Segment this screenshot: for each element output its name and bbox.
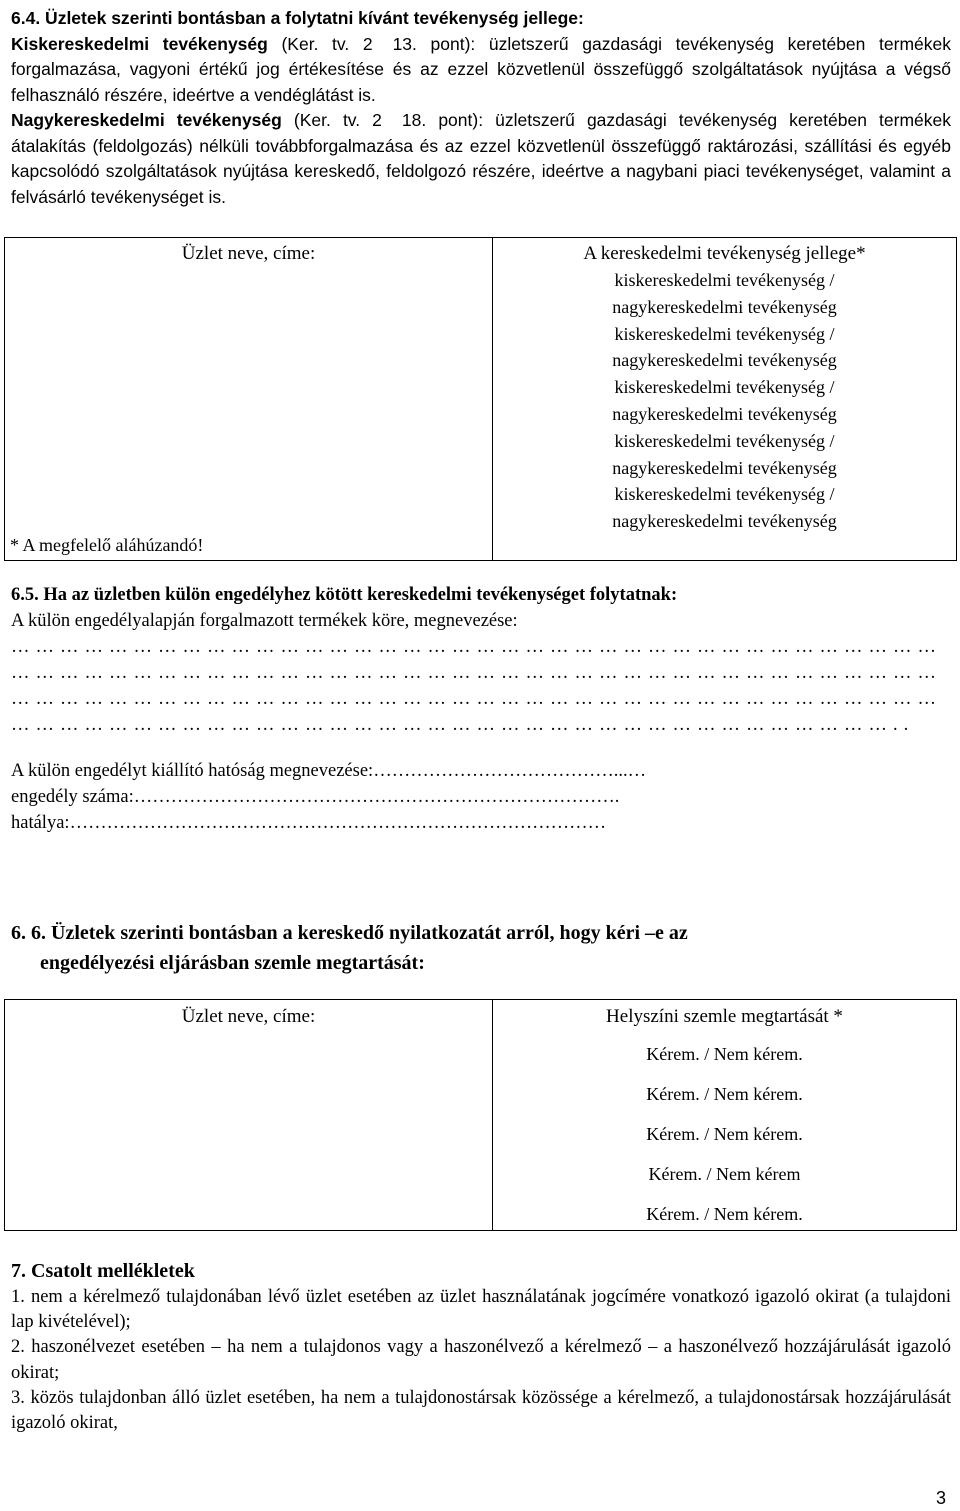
activity-type-header: A kereskedelmi tevékenység jellege* — [583, 243, 866, 264]
inspection-option[interactable]: Kérem. / Nem kérem. — [646, 1204, 803, 1224]
validity-field[interactable]: …………………………………………………………………………… — [69, 813, 607, 833]
validity-label: hatálya: — [11, 813, 70, 833]
attachment-item: 1. nem a kérelmező tulajdonában lévő üzlet esetében az üzlet használatának jogcímére vonatkozó igazoló okirat (a tulajdoni lap kivételével); — [11, 1287, 951, 1333]
wholesale-label: Nagykereskedelmi tevékenység — [11, 110, 282, 130]
inspection-request-column — [493, 1000, 956, 1230]
products-dotted-line[interactable]: ……………………………………………………………………………………………….. — [11, 715, 915, 735]
products-dotted-line[interactable]: …………………………………………………………………………………………………… — [11, 689, 942, 709]
products-label: A külön engedélyalapján forgalmazott termékek köre, megnevezése: — [11, 611, 518, 631]
permit-number-line — [11, 784, 951, 810]
permit-number-field[interactable]: ……………………………………………………………………. — [133, 787, 620, 807]
activity-option-line1[interactable]: kiskereskedelmi tevékenység / — [614, 430, 835, 451]
activity-option-line1[interactable]: kiskereskedelmi tevékenység / — [614, 270, 835, 290]
wholesale-definition — [11, 108, 951, 210]
activity-option-line2[interactable]: nagykereskedelmi tevékenység — [612, 457, 837, 478]
attachment-item: 2. haszonélvezet esetében – ha nem a tulajdonos vagy a haszonélvező a kérelmező – a haszonélvező hozzájárulását igazoló okirat; — [11, 1337, 951, 1383]
retail-ref-b: 13. pont): üzletszerű gazdasági tevékenység keretében termékek forgalmazása, vagyoni értékű jog értékesítése és az ezzel közvetlenül összefüggő szolgáltatások nyújtása a végső felhasználó részére, ideértve a vendéglátást is. — [11, 33, 951, 105]
section-6-6-heading-line2: engedélyezési eljárásban szemle megtartását: — [40, 952, 425, 974]
retail-definition — [11, 32, 951, 109]
page-number: 3 — [935, 1488, 946, 1508]
inspection-shop-column — [5, 1000, 493, 1230]
validity-line — [11, 810, 951, 836]
authority-field[interactable]: …………………………………...… — [373, 761, 647, 781]
inspection-option[interactable]: Kérem. / Nem kérem — [648, 1164, 801, 1184]
inspection-options — [493, 1034, 956, 1234]
activity-option-line1[interactable]: kiskereskedelmi tevékenység / — [614, 377, 835, 398]
inspection-option[interactable]: Kérem. / Nem kérem. — [646, 1044, 803, 1064]
activity-option-line2[interactable]: nagykereskedelmi tevékenység — [612, 403, 837, 424]
shop-name-address-header: Üzlet neve, címe: — [181, 243, 316, 264]
section-6-6-heading — [11, 918, 951, 978]
underline-footnote: * A megfelelő aláhúzandó! — [10, 535, 204, 555]
section-6-4 — [11, 6, 951, 210]
attachment-list — [11, 1285, 951, 1436]
inspection-shop-header: Üzlet neve, címe: — [181, 1006, 316, 1027]
section-6-5 — [11, 582, 951, 836]
section-6-6-heading-line1: 6. 6. Üzletek szerinti bontásban a kereskedő nyilatkozatát arról, hogy kéri –e az — [11, 922, 688, 944]
authority-label: A külön engedélyt kiállító hatóság megnevezése: — [11, 761, 374, 781]
authority-line — [11, 758, 951, 784]
inspection-request-header: Helyszíni szemle megtartását * — [606, 1006, 843, 1027]
wholesale-ref-a: (Ker. tv. 2 — [293, 110, 382, 130]
attachment-item: 3. közös tulajdonban álló üzlet esetében, ha nem a tulajdonostársak közössége a kérelmező, a tulajdonostársak hozzájárulását igazoló okirat, — [11, 1387, 951, 1434]
section-7-title: 7. Csatolt mellékletek — [11, 1260, 195, 1282]
section-6-4-heading: 6.4. Üzletek szerinti bontásban a folytatni kívánt tevékenység jellege: — [11, 8, 584, 28]
activity-options — [493, 267, 956, 535]
retail-label: Kiskereskedelmi tevékenység — [11, 33, 268, 54]
products-dotted-line[interactable]: …………………………………………………………………………………………………… — [11, 637, 942, 657]
inspection-option[interactable]: Kérem. / Nem kérem. — [646, 1084, 803, 1104]
section-6-5-heading: 6.5. Ha az üzletben külön engedélyhez kötött kereskedelmi tevékenységet folytatnak: — [11, 585, 678, 605]
inspection-option[interactable]: Kérem. / Nem kérem. — [646, 1124, 803, 1144]
activity-option-line2[interactable]: nagykereskedelmi tevékenység — [612, 296, 837, 317]
retail-ref-a: (Ker. tv. 2 — [281, 33, 373, 54]
inspection-table — [4, 999, 957, 1231]
permit-number-label: engedély száma: — [11, 787, 134, 807]
activity-option-line2[interactable]: nagykereskedelmi tevékenység — [612, 511, 837, 532]
activity-option-line2[interactable]: nagykereskedelmi tevékenység — [612, 350, 837, 371]
activity-option-line1[interactable]: kiskereskedelmi tevékenység / — [614, 484, 835, 505]
products-dotted-line[interactable]: …………………………………………………………………………………………………… — [11, 663, 942, 683]
activity-table — [4, 237, 957, 561]
wholesale-ref-b: 18. pont): üzletszerű gazdasági tevékenység keretében termékek átalakítás (feldolgozás) nélküli továbbforgalmazása és az ezzel közvetlenül összefüggő raktározási, szállítási és egyéb kapcsolódó szolgáltatások nyújtása kereskedő, feldolgozó részére, ideértve a nagybani piaci tevékenységet, valamint a felvásárló tevékenységet is. — [11, 110, 951, 207]
products-dotted-lines — [11, 634, 951, 738]
activity-type-column — [493, 238, 956, 560]
shop-name-address-column — [5, 238, 493, 560]
activity-option-line1[interactable]: kiskereskedelmi tevékenység / — [614, 323, 835, 344]
section-7 — [11, 1257, 951, 1436]
